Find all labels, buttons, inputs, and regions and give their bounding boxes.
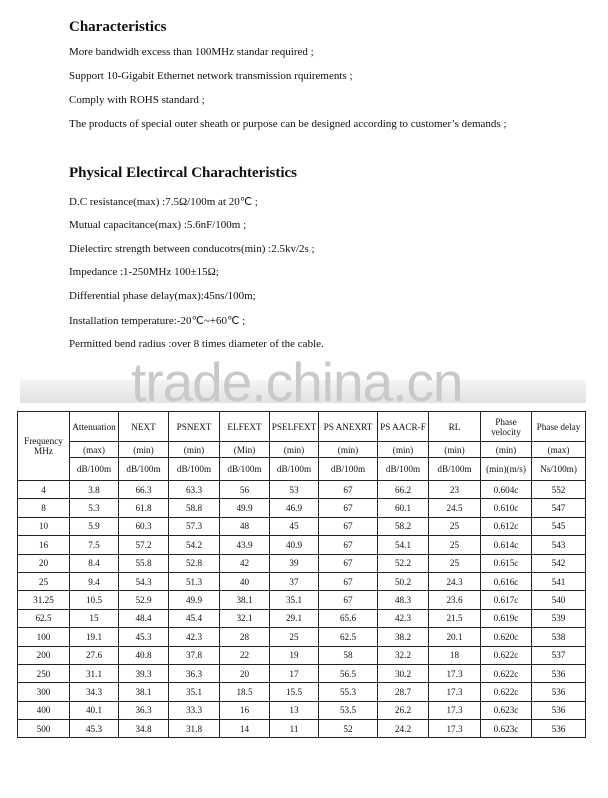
value-cell: 19 bbox=[270, 646, 319, 664]
value-cell: 67 bbox=[319, 554, 378, 572]
value-cell: 23.6 bbox=[429, 591, 481, 609]
value-cell: 0.614c bbox=[481, 536, 532, 554]
table-row bbox=[18, 720, 586, 738]
table-row bbox=[18, 481, 586, 499]
value-cell: 536 bbox=[532, 701, 586, 719]
frequency-header: Frequency MHz bbox=[18, 412, 70, 481]
value-cell: 541 bbox=[532, 572, 586, 590]
value-cell: 51.3 bbox=[169, 572, 220, 590]
table-row bbox=[18, 572, 586, 590]
limit-cell: (Min) bbox=[220, 442, 270, 458]
value-cell: 36.3 bbox=[119, 701, 169, 719]
column-header: Phase velocity bbox=[481, 412, 532, 442]
unit-cell: dB/100m bbox=[220, 458, 270, 481]
value-cell: 32.2 bbox=[378, 646, 429, 664]
value-cell: 65.6 bbox=[319, 609, 378, 627]
column-header: Attenuation bbox=[70, 412, 119, 442]
value-cell: 67 bbox=[319, 517, 378, 535]
characteristics-line: The products of special outer sheath or purpose can be designed according to customer’s demands ; bbox=[69, 118, 507, 130]
frequency-cell: 100 bbox=[18, 628, 70, 646]
physical-line: D.C resistance(max) :7.5Ω/100m at 20℃ ; bbox=[69, 196, 258, 208]
value-cell: 27.6 bbox=[70, 646, 119, 664]
value-cell: 536 bbox=[532, 683, 586, 701]
value-cell: 24.3 bbox=[429, 572, 481, 590]
value-cell: 18 bbox=[429, 646, 481, 664]
physical-title: Physical Electircal Charachteristics bbox=[69, 165, 298, 181]
value-cell: 55.3 bbox=[319, 683, 378, 701]
table-body bbox=[18, 481, 586, 738]
value-cell: 32.1 bbox=[220, 609, 270, 627]
value-cell: 61.8 bbox=[119, 499, 169, 517]
frequency-cell: 200 bbox=[18, 646, 70, 664]
value-cell: 547 bbox=[532, 499, 586, 517]
value-cell: 0.620c bbox=[481, 628, 532, 646]
physical-line: Permitted bend radius :over 8 times diameter of the cable. bbox=[69, 338, 324, 350]
value-cell: 60.1 bbox=[378, 499, 429, 517]
limit-cell: (min) bbox=[429, 442, 481, 458]
value-cell: 56.5 bbox=[319, 664, 378, 682]
value-cell: 54.2 bbox=[169, 536, 220, 554]
frequency-cell: 300 bbox=[18, 683, 70, 701]
unit-cell: (min)(m/s) bbox=[481, 458, 532, 481]
value-cell: 67 bbox=[319, 572, 378, 590]
characteristics-title: Characteristics bbox=[69, 19, 167, 35]
value-cell: 11 bbox=[270, 720, 319, 738]
value-cell: 34.8 bbox=[119, 720, 169, 738]
value-cell: 15 bbox=[70, 609, 119, 627]
frequency-cell: 400 bbox=[18, 701, 70, 719]
frequency-cell: 31.25 bbox=[18, 591, 70, 609]
limit-cell: (min) bbox=[319, 442, 378, 458]
value-cell: 53.5 bbox=[319, 701, 378, 719]
value-cell: 67 bbox=[319, 481, 378, 499]
value-cell: 55.8 bbox=[119, 554, 169, 572]
value-cell: 49.9 bbox=[220, 499, 270, 517]
value-cell: 62.5 bbox=[319, 628, 378, 646]
value-cell: 45.3 bbox=[119, 628, 169, 646]
value-cell: 58.2 bbox=[378, 517, 429, 535]
value-cell: 40 bbox=[220, 572, 270, 590]
value-cell: 17.3 bbox=[429, 701, 481, 719]
value-cell: 34.3 bbox=[70, 683, 119, 701]
value-cell: 0.622c bbox=[481, 646, 532, 664]
value-cell: 17.3 bbox=[429, 664, 481, 682]
value-cell: 5.3 bbox=[70, 499, 119, 517]
value-cell: 43.9 bbox=[220, 536, 270, 554]
table-row bbox=[18, 591, 586, 609]
physical-line: Installation temperature:-20℃~+60℃ ; bbox=[69, 315, 246, 327]
physical-line: Dielectirc strength between conducotrs(min) :2.5kv/2s ; bbox=[69, 243, 315, 255]
value-cell: 537 bbox=[532, 646, 586, 664]
table-row bbox=[18, 628, 586, 646]
value-cell: 0.622c bbox=[481, 683, 532, 701]
value-cell: 545 bbox=[532, 517, 586, 535]
value-cell: 33.3 bbox=[169, 701, 220, 719]
frequency-cell: 62.5 bbox=[18, 609, 70, 627]
value-cell: 536 bbox=[532, 720, 586, 738]
value-cell: 536 bbox=[532, 664, 586, 682]
value-cell: 38.2 bbox=[378, 628, 429, 646]
limit-cell: (min) bbox=[481, 442, 532, 458]
value-cell: 20.1 bbox=[429, 628, 481, 646]
value-cell: 19.1 bbox=[70, 628, 119, 646]
value-cell: 7.5 bbox=[70, 536, 119, 554]
unit-cell: dB/100m bbox=[429, 458, 481, 481]
value-cell: 39 bbox=[270, 554, 319, 572]
value-cell: 53 bbox=[270, 481, 319, 499]
frequency-cell: 4 bbox=[18, 481, 70, 499]
table-row bbox=[18, 646, 586, 664]
value-cell: 0.617c bbox=[481, 591, 532, 609]
value-cell: 0.604c bbox=[481, 481, 532, 499]
value-cell: 46.9 bbox=[270, 499, 319, 517]
value-cell: 15.5 bbox=[270, 683, 319, 701]
limit-cell: (min) bbox=[169, 442, 220, 458]
value-cell: 48.4 bbox=[119, 609, 169, 627]
value-cell: 13 bbox=[270, 701, 319, 719]
value-cell: 539 bbox=[532, 609, 586, 627]
value-cell: 16 bbox=[220, 701, 270, 719]
value-cell: 50.2 bbox=[378, 572, 429, 590]
value-cell: 29.1 bbox=[270, 609, 319, 627]
characteristics-line: Support 10-Gigabit Ethernet network transmission rquirements ; bbox=[69, 70, 353, 82]
table-row bbox=[18, 683, 586, 701]
value-cell: 35.1 bbox=[270, 591, 319, 609]
limit-cell: (min) bbox=[270, 442, 319, 458]
frequency-cell: 10 bbox=[18, 517, 70, 535]
unit-cell: dB/100m bbox=[270, 458, 319, 481]
value-cell: 543 bbox=[532, 536, 586, 554]
value-cell: 22 bbox=[220, 646, 270, 664]
value-cell: 0.616c bbox=[481, 572, 532, 590]
value-cell: 42.3 bbox=[378, 609, 429, 627]
column-header: PS AACR-F bbox=[378, 412, 429, 442]
value-cell: 25 bbox=[429, 536, 481, 554]
value-cell: 58 bbox=[319, 646, 378, 664]
column-header: RL bbox=[429, 412, 481, 442]
unit-cell: Ns/100m) bbox=[532, 458, 586, 481]
value-cell: 54.3 bbox=[119, 572, 169, 590]
value-cell: 552 bbox=[532, 481, 586, 499]
value-cell: 542 bbox=[532, 554, 586, 572]
value-cell: 17.3 bbox=[429, 683, 481, 701]
value-cell: 52 bbox=[319, 720, 378, 738]
value-cell: 28.7 bbox=[378, 683, 429, 701]
value-cell: 28 bbox=[220, 628, 270, 646]
table-row bbox=[18, 664, 586, 682]
value-cell: 35.1 bbox=[169, 683, 220, 701]
value-cell: 66.2 bbox=[378, 481, 429, 499]
value-cell: 57.3 bbox=[169, 517, 220, 535]
value-cell: 31.8 bbox=[169, 720, 220, 738]
value-cell: 52.2 bbox=[378, 554, 429, 572]
value-cell: 38.1 bbox=[119, 683, 169, 701]
spec-table bbox=[17, 411, 586, 738]
value-cell: 8.4 bbox=[70, 554, 119, 572]
value-cell: 0.623c bbox=[481, 701, 532, 719]
value-cell: 52.8 bbox=[169, 554, 220, 572]
value-cell: 48.3 bbox=[378, 591, 429, 609]
value-cell: 60.3 bbox=[119, 517, 169, 535]
value-cell: 54.1 bbox=[378, 536, 429, 554]
value-cell: 17.3 bbox=[429, 720, 481, 738]
value-cell: 0.619c bbox=[481, 609, 532, 627]
value-cell: 63.3 bbox=[169, 481, 220, 499]
value-cell: 38.1 bbox=[220, 591, 270, 609]
value-cell: 24.2 bbox=[378, 720, 429, 738]
value-cell: 52.9 bbox=[119, 591, 169, 609]
table-row bbox=[18, 536, 586, 554]
frequency-cell: 250 bbox=[18, 664, 70, 682]
unit-cell: dB/100m bbox=[70, 458, 119, 481]
value-cell: 36.3 bbox=[169, 664, 220, 682]
column-header: PSELFEXT bbox=[270, 412, 319, 442]
value-cell: 40.8 bbox=[119, 646, 169, 664]
value-cell: 25 bbox=[270, 628, 319, 646]
value-cell: 26.2 bbox=[378, 701, 429, 719]
watermark: trade.china.cn bbox=[131, 351, 463, 413]
value-cell: 48 bbox=[220, 517, 270, 535]
value-cell: 3.8 bbox=[70, 481, 119, 499]
value-cell: 67 bbox=[319, 499, 378, 517]
frequency-cell: 8 bbox=[18, 499, 70, 517]
unit-cell: dB/100m bbox=[319, 458, 378, 481]
value-cell: 9.4 bbox=[70, 572, 119, 590]
value-cell: 0.622c bbox=[481, 664, 532, 682]
frequency-cell: 500 bbox=[18, 720, 70, 738]
table-row bbox=[18, 499, 586, 517]
value-cell: 31.1 bbox=[70, 664, 119, 682]
value-cell: 49.9 bbox=[169, 591, 220, 609]
unit-cell: dB/100m bbox=[169, 458, 220, 481]
unit-cell: dB/100m bbox=[119, 458, 169, 481]
value-cell: 45.4 bbox=[169, 609, 220, 627]
value-cell: 538 bbox=[532, 628, 586, 646]
table-row bbox=[18, 517, 586, 535]
value-cell: 0.612c bbox=[481, 517, 532, 535]
value-cell: 58.8 bbox=[169, 499, 220, 517]
value-cell: 25 bbox=[429, 554, 481, 572]
limit-cell: (max) bbox=[532, 442, 586, 458]
value-cell: 66.3 bbox=[119, 481, 169, 499]
value-cell: 40.1 bbox=[70, 701, 119, 719]
value-cell: 45.3 bbox=[70, 720, 119, 738]
value-cell: 67 bbox=[319, 536, 378, 554]
column-header: ELFEXT bbox=[220, 412, 270, 442]
value-cell: 18.5 bbox=[220, 683, 270, 701]
value-cell: 0.615c bbox=[481, 554, 532, 572]
frequency-cell: 20 bbox=[18, 554, 70, 572]
value-cell: 42.3 bbox=[169, 628, 220, 646]
value-cell: 0.623c bbox=[481, 720, 532, 738]
value-cell: 540 bbox=[532, 591, 586, 609]
frequency-cell: 25 bbox=[18, 572, 70, 590]
limit-cell: (min) bbox=[378, 442, 429, 458]
column-header: Phase delay bbox=[532, 412, 586, 442]
value-cell: 45 bbox=[270, 517, 319, 535]
physical-line: Differential phase delay(max):45ns/100m; bbox=[69, 290, 256, 302]
value-cell: 42 bbox=[220, 554, 270, 572]
value-cell: 67 bbox=[319, 591, 378, 609]
value-cell: 17 bbox=[270, 664, 319, 682]
characteristics-line: Comply with ROHS standard ; bbox=[69, 94, 205, 106]
unit-cell: dB/100m bbox=[378, 458, 429, 481]
value-cell: 37.8 bbox=[169, 646, 220, 664]
value-cell: 30.2 bbox=[378, 664, 429, 682]
characteristics-line: More bandwidh excess than 100MHz standar required ; bbox=[69, 46, 314, 58]
table-row bbox=[18, 609, 586, 627]
value-cell: 20 bbox=[220, 664, 270, 682]
value-cell: 25 bbox=[429, 517, 481, 535]
table-row bbox=[18, 701, 586, 719]
physical-line: Impedance :1-250MHz 100±15Ω; bbox=[69, 266, 219, 278]
value-cell: 23 bbox=[429, 481, 481, 499]
table-row bbox=[18, 554, 586, 572]
value-cell: 40.9 bbox=[270, 536, 319, 554]
value-cell: 56 bbox=[220, 481, 270, 499]
limit-cell: (min) bbox=[119, 442, 169, 458]
value-cell: 37 bbox=[270, 572, 319, 590]
value-cell: 39.3 bbox=[119, 664, 169, 682]
value-cell: 14 bbox=[220, 720, 270, 738]
value-cell: 24.5 bbox=[429, 499, 481, 517]
value-cell: 0.610c bbox=[481, 499, 532, 517]
column-header: PS ANEXRT bbox=[319, 412, 378, 442]
value-cell: 10.5 bbox=[70, 591, 119, 609]
value-cell: 21.5 bbox=[429, 609, 481, 627]
value-cell: 57.2 bbox=[119, 536, 169, 554]
frequency-cell: 16 bbox=[18, 536, 70, 554]
column-header: PSNEXT bbox=[169, 412, 220, 442]
limit-cell: (max) bbox=[70, 442, 119, 458]
value-cell: 5.9 bbox=[70, 517, 119, 535]
physical-line: Mutual capacitance(max) :5.6nF/100m ; bbox=[69, 219, 247, 231]
column-header: NEXT bbox=[119, 412, 169, 442]
